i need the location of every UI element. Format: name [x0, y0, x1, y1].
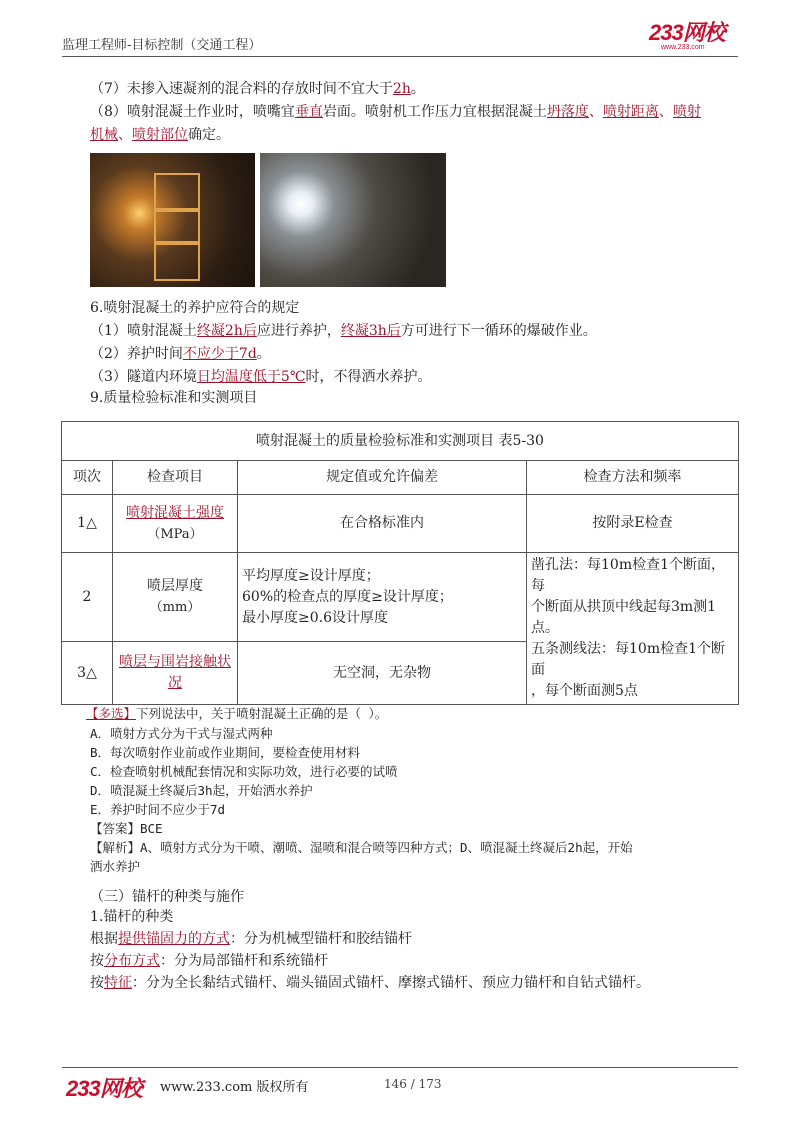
p8-highlight-machine-a: 喷射 [672, 104, 701, 120]
document-header-title: 监理工程师-目标控制（交通工程） [62, 38, 262, 53]
row3-no: 3△ [62, 642, 113, 705]
section-6-title: 6.喷射混凝土的养护应符合的规定 [90, 300, 300, 316]
section-3-line3 [90, 973, 650, 993]
footer-divider [62, 1067, 738, 1068]
quality-inspection-table [61, 421, 739, 705]
s6-1-highlight-3h: 终凝3h后 [340, 323, 401, 339]
p8-highlight-vertical: 垂直 [294, 104, 323, 120]
brand-logo [649, 22, 739, 54]
row2-method [527, 553, 739, 705]
p8-highlight-machine-b: 机械 [90, 127, 118, 143]
scaffold-level [154, 208, 200, 212]
row3-spec: 无空洞，无杂物 [238, 642, 527, 705]
table-header-row [62, 461, 739, 495]
row2-no: 2 [62, 553, 113, 642]
row1-no: 1△ [62, 495, 113, 553]
brand-logo-url: www.233.com [661, 44, 705, 51]
header-spec: 规定值或允许偏差 [238, 461, 527, 495]
page-number: 146 / 173 [384, 1077, 442, 1091]
p8-highlight-position: 喷射部位 [132, 127, 188, 143]
section-3-title: （三）锚杆的种类与施作 [90, 889, 244, 905]
s3-l3-text-b: ：分为全长黏结式锚杆、端头锚固式锚杆、摩擦式锚杆、预应力锚杆和自钻式锚杆。 [132, 975, 650, 991]
p8-sep2: 、 [658, 104, 673, 120]
section-6-item1 [90, 321, 597, 341]
s6-1-highlight-2h: 终凝2h后 [196, 323, 257, 339]
p8-sep1: 、 [588, 104, 603, 120]
section-6-item3 [90, 367, 432, 387]
row2-method-line2: 个断面从拱顶中线起每3m测1点。 [531, 599, 717, 636]
row2-item-unit: （mm） [149, 600, 201, 615]
p8-end: 确定。 [188, 127, 230, 143]
scaffold-level [154, 241, 200, 245]
row1-item-unit: （MPa） [147, 526, 203, 542]
section-3-line1 [90, 929, 412, 949]
question-stem-text: 下列说法中，关于喷射混凝土正确的是（ ）。 [136, 706, 388, 721]
paragraph-8-line2 [90, 125, 230, 145]
brand-logo-text: 233网校 [649, 20, 725, 45]
row1-spec: 在合格标准内 [238, 495, 527, 553]
s3-l1-highlight: 提供锚固力的方式 [118, 931, 230, 947]
row2-spec-line2: 60%的检查点的厚度≥设计厚度； [242, 588, 453, 605]
tunnel-scaffold-photo [90, 153, 255, 287]
header-method: 检查方法和频率 [527, 461, 739, 495]
section-9-title: 9.质量检验标准和实测项目 [90, 390, 258, 406]
table-title-row [62, 422, 739, 461]
s6-2-highlight: 不应少于7d [182, 346, 257, 362]
s6-2-text-b: 。 [256, 346, 271, 362]
s3-l3-highlight: 特征 [104, 975, 132, 991]
s3-l2-highlight: 分布方式 [104, 953, 160, 969]
shotcrete-spraying-photo [260, 153, 446, 287]
section-6-item2 [90, 344, 271, 364]
row2-spec-line1: 平均厚度≥设计厚度； [242, 567, 380, 584]
analysis-line1: 【解析】A、喷射方式分为干喷、潮喷、湿喷和混合喷等四种方式；D、喷混凝土终凝后2h起，开始 [90, 840, 633, 855]
p8-text-b: 岩面。喷射机工作压力宜根据混凝土 [322, 104, 547, 120]
p8-sep3: 、 [118, 127, 132, 143]
row1-method: 按附录E检查 [527, 495, 739, 553]
p7-end: 。 [410, 81, 425, 97]
footer-logo: 233网校 [66, 1076, 142, 1101]
option-b: B．每次喷射作业前或作业期间，要检查使用材料 [90, 745, 361, 760]
s6-1-text-c: 方可进行下一循环的爆破作业。 [400, 323, 597, 339]
question-stem [86, 704, 387, 724]
row3-item-line1: 喷层与围岩接触状 [119, 654, 231, 670]
row2-spec [238, 553, 527, 642]
s6-1-text-a: （1）喷射混凝土 [90, 323, 197, 339]
row2-item [113, 553, 238, 642]
row3-item-line2: 况 [168, 675, 182, 691]
row2-spec-line3: 最小厚度≥0.6设计厚度 [242, 609, 388, 626]
p8-highlight-distance: 喷射距离 [602, 104, 659, 120]
s3-l2-text-a: 按 [90, 953, 104, 969]
row1-item-name: 喷射混凝土强度 [126, 504, 224, 521]
s6-3-text-b: 时，不得洒水养护。 [305, 369, 432, 385]
s6-2-text-a: （2）养护时间 [90, 346, 183, 362]
footer-copyright: www.233.com 版权所有 [160, 1080, 309, 1095]
header-divider [62, 56, 738, 57]
header-item: 检查项目 [113, 461, 238, 495]
row3-item [113, 642, 238, 705]
question-tag: 【多选】 [86, 706, 137, 721]
p8-highlight-slump: 坍落度 [546, 104, 589, 120]
s3-l1-text-b: ：分为机械型锚杆和胶结锚杆 [230, 931, 412, 947]
s3-l1-text-a: 根据 [90, 931, 118, 947]
row2-method-line3: 五条测线法：每10m检查1个断面 [531, 641, 725, 678]
p7-highlight: 2h [392, 81, 411, 97]
row1-item [113, 495, 238, 553]
section-3-sub1: 1.锚杆的种类 [90, 909, 174, 925]
s6-3-highlight: 日均温度低于5℃ [196, 369, 306, 385]
s3-l3-text-a: 按 [90, 975, 104, 991]
section-3-line2 [90, 951, 328, 971]
table-title: 喷射混凝土的质量检验标准和实测项目 表5-30 [62, 422, 739, 461]
option-c: C．检查喷射机械配套情况和实际功效，进行必要的试喷 [90, 764, 398, 779]
header-no: 项次 [62, 461, 113, 495]
s3-l2-text-b: ：分为局部锚杆和系统锚杆 [160, 953, 328, 969]
table-row [62, 495, 739, 553]
analysis-line2: 洒水养护 [90, 859, 141, 874]
s6-1-text-b: 应进行养护， [256, 323, 341, 339]
p8-text-a: （8）喷射混凝土作业时，喷嘴宜 [90, 104, 295, 120]
s6-3-text-a: （3）隧道内环境 [90, 369, 197, 385]
option-e: E．养护时间不应少于7d [90, 802, 226, 817]
row2-item-name: 喷层厚度 [147, 578, 203, 594]
p7-text: （7）未掺入速凝剂的混合料的存放时间不宜大于 [90, 81, 393, 97]
row2-method-line1: 凿孔法：每10m检查1个断面，每 [531, 557, 725, 594]
answer: 【答案】BCE [90, 821, 163, 836]
row2-method-line4: ，每个断面测5点 [531, 683, 638, 699]
table-row [62, 553, 739, 642]
paragraph-7 [90, 79, 425, 99]
paragraph-8-line1 [90, 102, 701, 122]
option-a: A．喷射方式分为干式与湿式两种 [90, 726, 273, 741]
scaffold-frame [154, 173, 200, 281]
option-d: D．喷混凝土终凝后3h起，开始洒水养护 [90, 783, 313, 798]
